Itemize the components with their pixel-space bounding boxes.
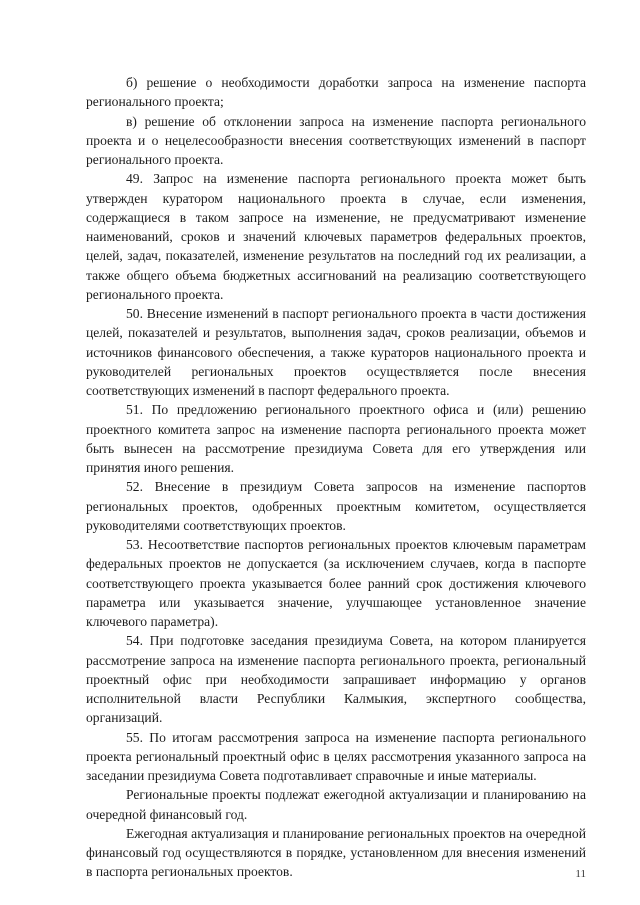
paragraph-50: 50. Внесение изменений в паспорт регионального проекта в части достижения целей, показателей и результатов, выполнения задач, сроков реализации, объемов и источников финансового обеспечения, а также кураторов национального проекта и руководителей региональных проектов осуществляется после внесения соответствующих изменений в паспорт федерального проекта.: [86, 306, 586, 398]
paragraph-51: 51. По предложению регионального проектного офиса и (или) решению проектного комитета запрос на изменение паспорта регионального проекта может быть вынесен на рассмотрение президиума Совета для его утверждения или принятия иного решения.: [86, 402, 586, 475]
page-number: 11: [575, 868, 586, 880]
paragraph-49: 49. Запрос на изменение паспорта регионального проекта может быть утвержден куратором национального проекта в случае, если изменения, содержащиеся в таком запросе на изменение, не предусматривают изменение наименований, сроков и значений ключевых параметров федеральных проектов, целей, задач, показателей, изменение результатов на последний год их реализации, а также общего объема бюджетных ассигнований на реализацию соответствующего регионального проекта.: [86, 171, 586, 302]
paragraph-annual-update: Региональные проекты подлежат ежегодной актуализации и планированию на очередной финансовый год.: [86, 787, 586, 822]
paragraph-53: 53. Несоответствие паспортов региональных проектов ключевым параметрам федеральных проектов не допускается (за исключением случаев, когда в паспорте соответствующего проекта указывается более ранний срок достижения ключевого параметра или указывается значение, улучшающее установленное значение ключевого параметра).: [86, 537, 586, 629]
paragraph-55: 55. По итогам рассмотрения запроса на изменение паспорта регионального проекта региональный проектный офис в целях рассмотрения указанного запроса на заседании президиума Совета подготавливает справочные и иные материалы.: [86, 729, 586, 783]
paragraph-52: 52. Внесение в президиум Совета запросов на изменение паспортов региональных проектов, одобренных проектным комитетом, осуществляется руководителями соответствующих проектов.: [86, 479, 586, 533]
paragraph-subitem-b: б) решение о необходимости доработки запроса на изменение паспорта регионального проекта;: [86, 75, 586, 110]
document-body: [86, 73, 586, 882]
paragraph-54: 54. При подготовке заседания президиума Совета, на котором планируется рассмотрение запроса на изменение паспорта регионального проекта, региональный проектный офис при необходимости запрашивает информацию у органов исполнительной власти Республики Калмыкия, экспертного сообщества, организаций.: [86, 633, 586, 726]
paragraph-annual-planning: Ежегодная актуализация и планирование региональных проектов на очередной финансовый год осуществляются в порядке, установленном для внесения изменений в паспорта региональных проектов.: [86, 825, 586, 880]
paragraph-subitem-v: в) решение об отклонении запроса на изменение паспорта регионального проекта и о нецелесообразности внесения соответствующих изменений в паспорт регионального проекта.: [86, 113, 586, 167]
